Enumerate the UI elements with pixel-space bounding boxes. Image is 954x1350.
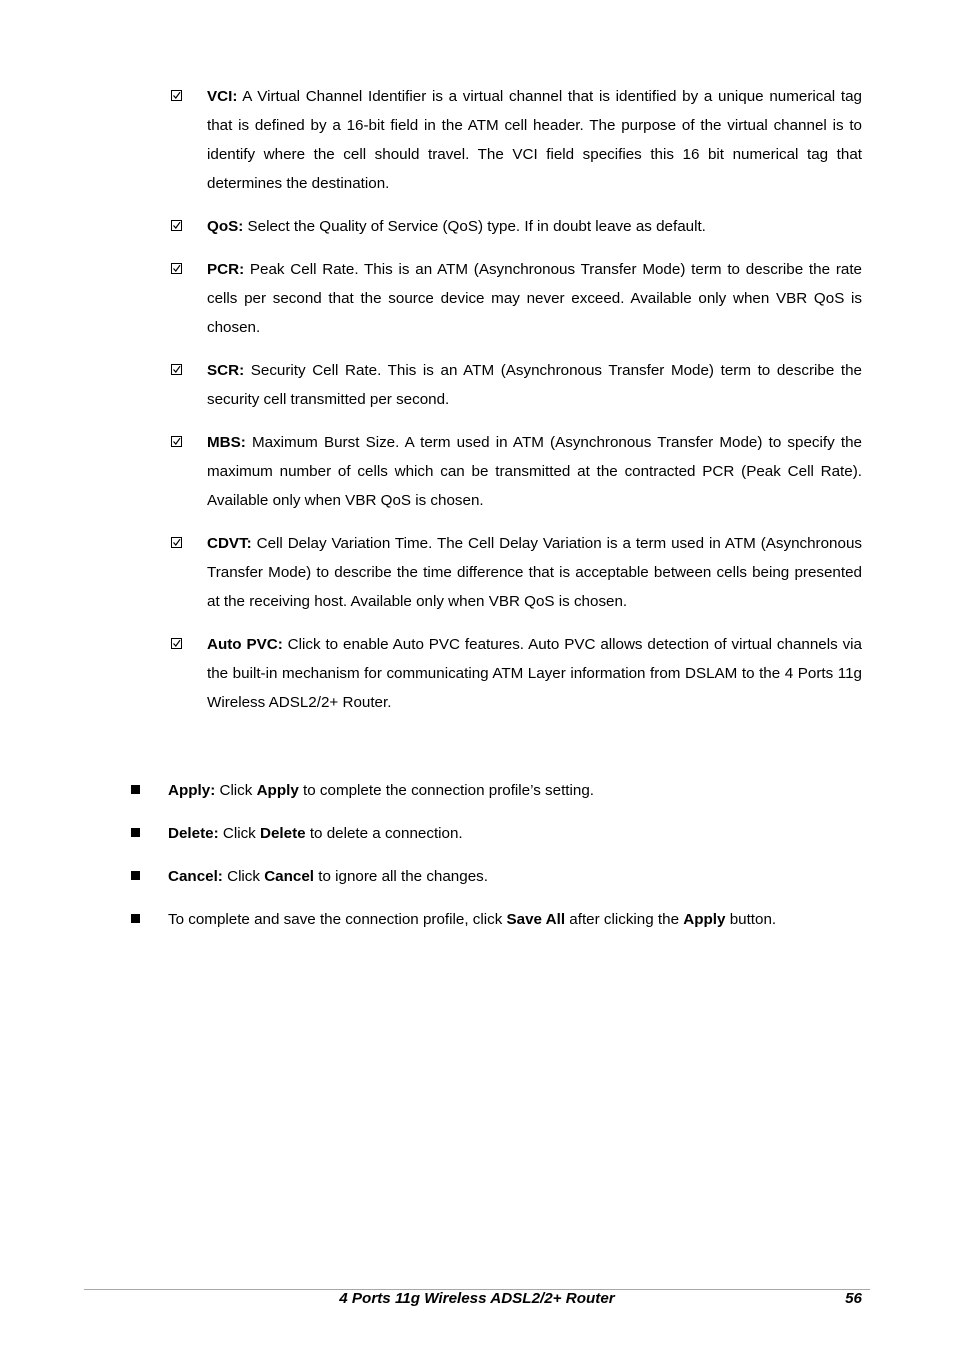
definition-auto-pvc: [170, 630, 862, 717]
checkbox-checked-icon: [171, 537, 182, 548]
page-number: 56: [845, 1290, 862, 1307]
checkbox-checked-icon: [171, 90, 182, 101]
definition-text: Peak Cell Rate. This is an ATM (Asynchronous Transfer Mode) term to describe the rate cells per second that the source device may never exceed. Available only when VBR QoS is chosen.: [207, 261, 862, 336]
definition-term: QoS:: [207, 218, 244, 235]
action-text: to delete a connection.: [305, 825, 463, 842]
definition-cdvt: [170, 529, 862, 616]
definition-mbs: [170, 428, 862, 515]
action-cancel: [130, 862, 870, 891]
definition-qos: [170, 212, 862, 241]
definition-vci: [170, 82, 862, 198]
definition-text: Click to enable Auto PVC features. Auto PVC allows detection of virtual channels via the built-in mechanism for communicating ATM Layer information from DSLAM to the 4 Ports 11g Wireless ADSL2/2+ Router.: [207, 636, 862, 711]
action-button-name: Apply: [256, 782, 299, 799]
definition-scr: [170, 356, 862, 414]
action-delete: [130, 819, 870, 848]
action-term: Apply:: [168, 782, 216, 799]
checkbox-checked-icon: [171, 436, 182, 447]
checkbox-checked-icon: [171, 364, 182, 375]
definition-term: SCR:: [207, 362, 245, 379]
definition-term: PCR:: [207, 261, 245, 278]
definition-list: [170, 82, 862, 717]
definition-term: CDVT:: [207, 535, 252, 552]
action-text: To complete and save the connection profile, click: [168, 911, 507, 928]
definition-term: MBS:: [207, 434, 246, 451]
square-bullet-icon: [131, 785, 140, 794]
square-bullet-icon: [131, 914, 140, 923]
action-button-name: Cancel: [264, 868, 315, 885]
definition-term: Auto PVC:: [207, 636, 283, 653]
definition-term: VCI:: [207, 88, 238, 105]
action-text: button.: [725, 911, 777, 928]
checkbox-checked-icon: [171, 220, 182, 231]
action-button-name: Delete: [260, 825, 306, 842]
square-bullet-icon: [131, 871, 140, 880]
definition-text: Maximum Burst Size. A term used in ATM (Asynchronous Transfer Mode) to specify the maximum number of cells which can be transmitted at the contracted PCR (Peak Cell Rate). Available only when VBR QoS is chosen.: [207, 434, 862, 509]
definition-pcr: [170, 255, 862, 342]
action-text: to ignore all the changes.: [314, 868, 488, 885]
action-button-name: Save All: [506, 911, 566, 928]
action-apply: [130, 776, 870, 805]
action-term: Cancel:: [168, 868, 223, 885]
action-text: Click: [222, 868, 265, 885]
action-button-name: Apply: [683, 911, 726, 928]
action-list: [130, 776, 870, 934]
action-save-all: [130, 905, 870, 934]
footer-title: 4 Ports 11g Wireless ADSL2/2+ Router: [339, 1290, 615, 1307]
definition-text: Security Cell Rate. This is an ATM (Asynchronous Transfer Mode) term to describe the security cell transmitted per second.: [207, 362, 862, 408]
square-bullet-icon: [131, 828, 140, 837]
definition-text: A Virtual Channel Identifier is a virtual channel that is identified by a unique numerical tag that is defined by a 16-bit field in the ATM cell header. The purpose of the virtual channel is to identify where the cell should travel. The VCI field specifies this 16 bit numerical tag that determines the destination.: [207, 88, 862, 192]
action-text: Click: [218, 825, 260, 842]
definition-text: Select the Quality of Service (QoS) type. If in doubt leave as default.: [243, 218, 706, 235]
checkbox-checked-icon: [171, 638, 182, 649]
action-text: Click: [215, 782, 257, 799]
action-term: Delete:: [168, 825, 219, 842]
definition-text: Cell Delay Variation Time. The Cell Delay Variation is a term used in ATM (Asynchronous Transfer Mode) to describe the time difference that is acceptable between cells being presented at the receiving host. Available only when VBR QoS is chosen.: [207, 535, 862, 610]
action-text: to complete the connection profile’s setting.: [298, 782, 595, 799]
action-text: after clicking the: [565, 911, 684, 928]
checkbox-checked-icon: [171, 263, 182, 274]
